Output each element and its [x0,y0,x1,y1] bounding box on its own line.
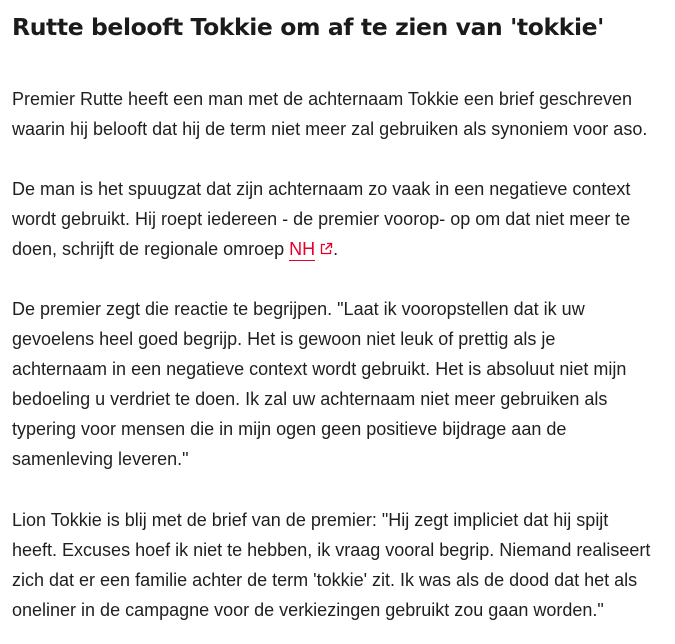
paragraph-line: De man is het spuugzat dat zijn achternaam zo vaak in een negatieve context [12,179,631,199]
paragraph-line: samenleving leveren." [12,449,189,469]
paragraph-quote-premier [12,294,657,474]
paragraph-line: typering voor mensen die in mijn ogen geen positieve bijdrage aan de [12,419,567,439]
paragraph-line: De premier zegt die reactie te begrijpen. "Laat ik vooropstellen dat ik uw [12,299,585,319]
paragraph-line: Lion Tokkie is blij met de brief van de premier: "Hij zegt impliciet dat hij spijt [12,510,609,530]
paragraph-line: zich dat er een familie achter de term 'tokkie' zit. Ik was als de dood dat het als [12,570,638,590]
paragraph-line [12,234,657,264]
external-link-icon[interactable] [319,242,333,256]
paragraph-line: achternaam in een negatieve context wordt gebruikt. Het is absoluut niet mijn [12,359,627,379]
paragraph-intro [12,84,657,144]
paragraph-quote-tokkie [12,505,657,625]
paragraph-line: Premier Rutte heeft een man met de achternaam Tokkie een brief geschreven [12,89,633,109]
paragraph-line-text: doen, schrijft de regionale omroep [12,239,290,259]
article-title: Rutte belooft Tokkie om af te zien van 'tokkie' [12,13,604,41]
paragraph-line: gevoelens heel goed begrijp. Het is gewoon niet leuk of prettig als je [12,329,556,349]
paragraph-line: wordt gebruikt. Hij roept iedereen - de premier voorop- op om dat niet meer te [12,209,631,229]
source-link-nh[interactable]: NH [289,239,316,259]
paragraph-line-suffix: . [333,239,339,259]
paragraph-source [12,174,657,264]
paragraph-line: oneliner in de campagne voor de verkiezingen gebruikt zou gaan worden." [12,600,604,620]
paragraph-line: waarin hij belooft dat hij de term niet meer zal gebruiken als synoniem voor aso. [12,119,648,139]
paragraph-line: heeft. Excuses hoef ik niet te hebben, ik vraag vooral begrip. Niemand realiseert [12,540,651,560]
paragraph-line: bedoeling u verdriet te doen. Ik zal uw achternaam niet meer gebruiken als [12,389,608,409]
